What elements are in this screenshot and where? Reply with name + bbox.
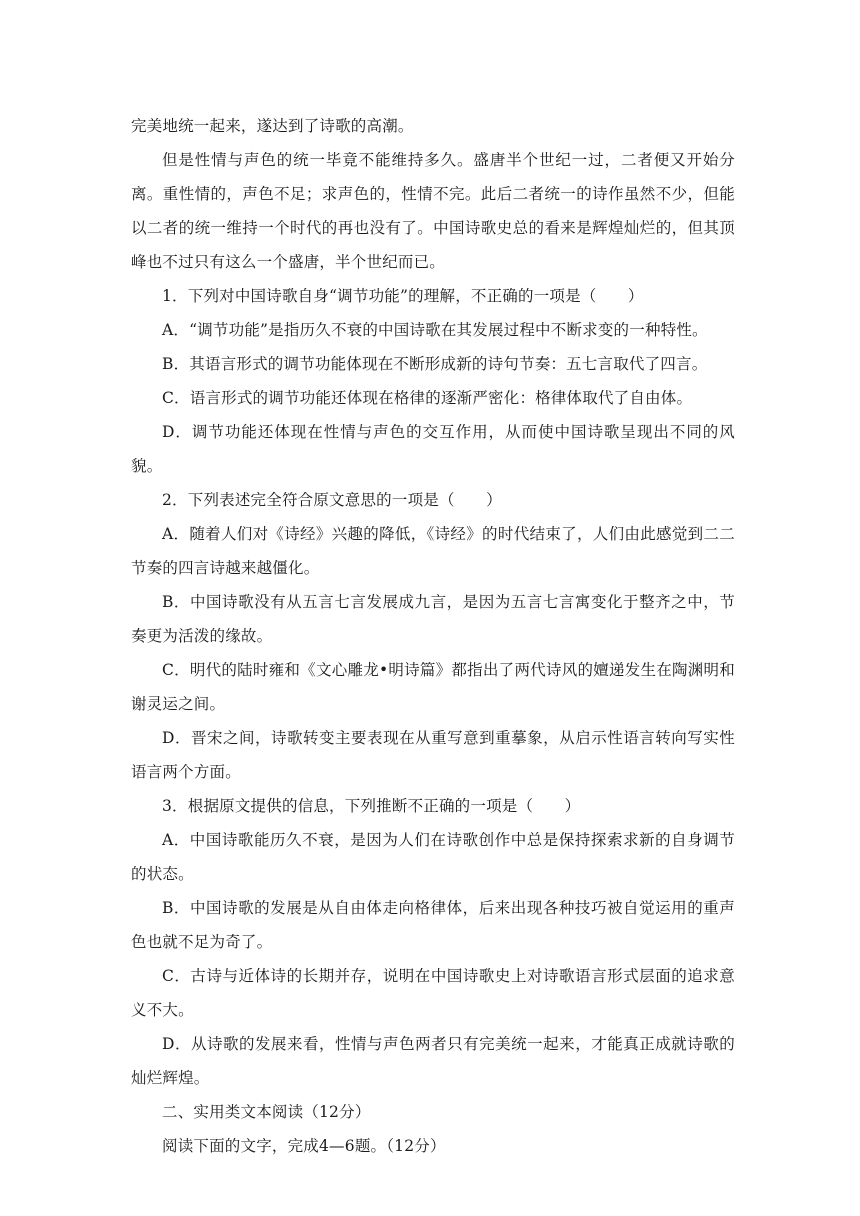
document-body [131,109,735,1163]
question-3-stem: 3．根据原文提供的信息，下列推断不正确的一项是（ ） [162,797,581,815]
question-3-option-c: C．古诗与近体诗的长期并存，说明在中国诗歌史上对诗歌语言形式层面的追求意义不大。 [131,967,735,1019]
question-2-option-c: C．明代的陆时雍和《文心雕龙•明诗篇》都指出了两代诗风的嬗递发生在陶渊明和谢灵运之间。 [131,661,735,713]
question-3-option-a: A．中国诗歌能历久不衰，是因为人们在诗歌创作中总是保持探索求新的自身调节的状态。 [131,831,735,883]
question-1-option-b: B．其语言形式的调节功能体现在不断形成新的诗句节奏：五七言取代了四言。 [162,355,708,373]
paragraph-continuation: 完美地统一起来，遂达到了诗歌的高潮。 [131,117,414,135]
paragraph-body: 但是性情与声色的统一毕竟不能维持多久。盛唐半个世纪一过，二者便又开始分离。重性情的，声色不足；求声色的，性情不完。此后二者统一的诗作虽然不少，但能以二者的统一维持一个时代的再也没有了。中国诗歌史总的看来是辉煌灿烂的，但其顶峰也不过只有这么一个盛唐，半个世纪而已。 [131,151,735,271]
question-3-option-d: D．从诗歌的发展来看，性情与声色两者只有完美统一起来，才能真正成就诗歌的灿烂辉煌。 [131,1035,735,1087]
question-1-option-c: C．语言形式的调节功能还体现在格律的逐渐严密化：格律体取代了自由体。 [162,389,693,407]
question-2-stem: 2．下列表述完全符合原文意思的一项是（ ） [162,491,502,509]
question-2-option-a: A．随着人们对《诗经》兴趣的降低，《诗经》的时代结束了，人们由此感觉到二二节奏的四言诗越来越僵化。 [131,525,735,577]
question-2-option-b: B．中国诗歌没有从五言七言发展成九言，是因为五言七言寓变化于整齐之中，节奏更为活泼的缘故。 [131,593,735,645]
question-1-stem: 1．下列对中国诗歌自身“调节功能”的理解，不正确的一项是（ ） [162,287,644,305]
section-heading: 二、实用类文本阅读（12分） [162,1103,371,1121]
question-1-option-d: D．调节功能还体现在性情与声色的交互作用，从而使中国诗歌呈现出不同的风貌。 [131,423,735,475]
section-instruction: 阅读下面的文字，完成4—6题。（12分） [162,1137,446,1155]
question-1-option-a: A．“调节功能”是指历久不衰的中国诗歌在其发展过程中不断求变的一种特性。 [162,321,708,339]
question-2-option-d: D．晋宋之间，诗歌转变主要表现在从重写意到重摹象，从启示性语言转向写实性语言两个方面。 [131,729,735,781]
question-3-option-b: B．中国诗歌的发展是从自由体走向格律体，后来出现各种技巧被自觉运用的重声色也就不足为奇了。 [131,899,735,951]
